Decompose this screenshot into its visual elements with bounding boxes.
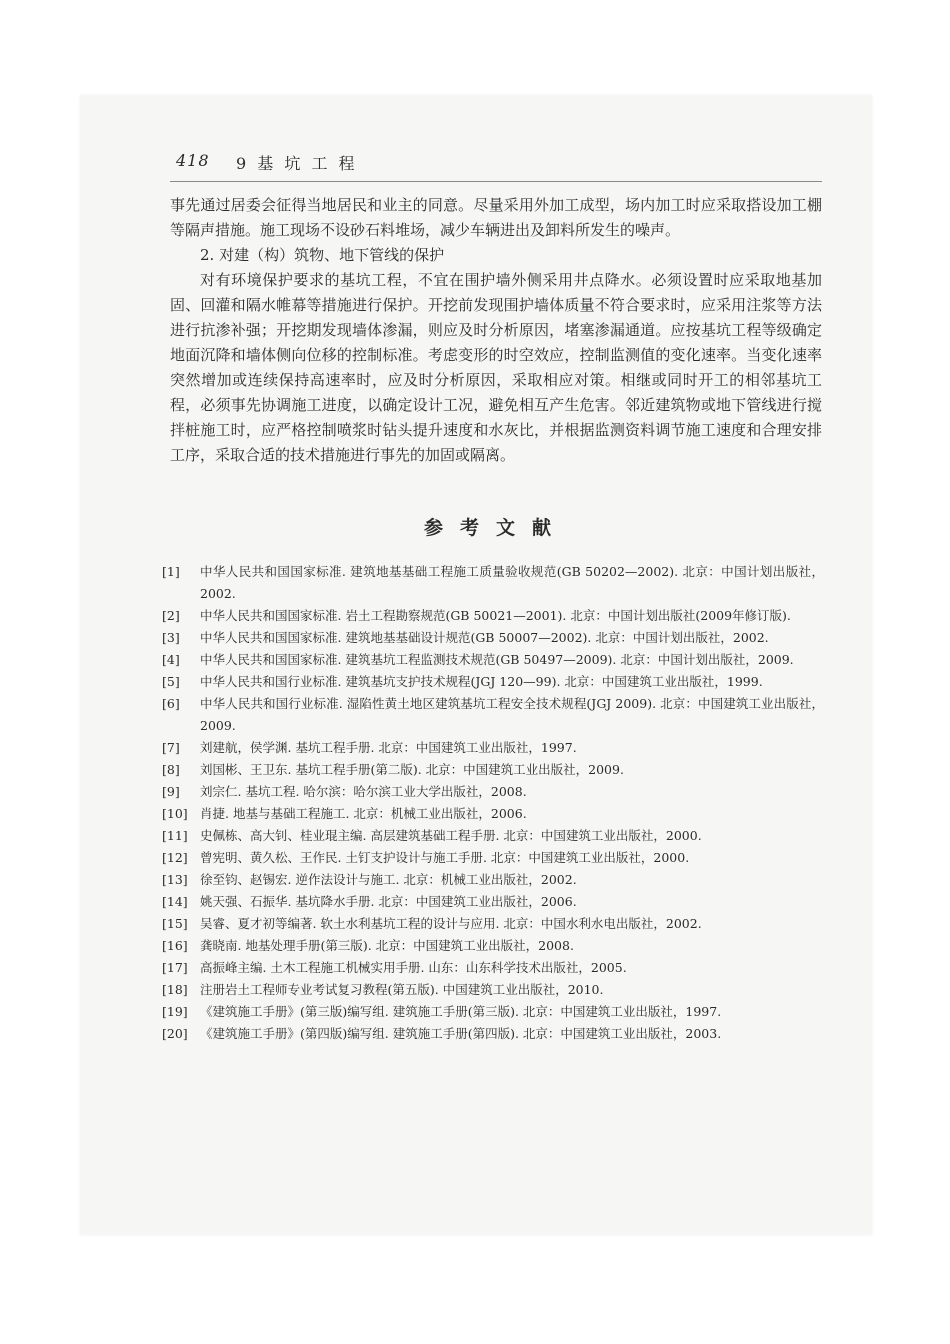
reference-number: [20] (162, 1026, 188, 1041)
reference-number: [2] (162, 608, 180, 623)
reference-text: 中华人民共和国行业标准. 建筑基坑支护技术规程(JGJ 120—99). 北京：中国建筑工业出版社，1999. (200, 674, 763, 689)
reference-text: 肖捷. 地基与基础工程施工. 北京：机械工业出版社，2006. (200, 806, 527, 821)
reference-text: 刘国彬、王卫东. 基坑工程手册(第二版). 北京：中国建筑工业出版社，2009. (200, 762, 624, 777)
reference-text: 《建筑施工手册》(第四版)编写组. 建筑施工手册(第四版). 北京：中国建筑工业出版社，2003. (200, 1026, 722, 1041)
reference-text: 刘建航，侯学渊. 基坑工程手册. 北京：中国建筑工业出版社，1997. (200, 740, 577, 755)
reference-number: [16] (162, 938, 188, 953)
reference-number: [11] (162, 828, 188, 843)
reference-number: [14] (162, 894, 188, 909)
reference-number: [5] (162, 674, 180, 689)
reference-text: 《建筑施工手册》(第三版)编写组. 建筑施工手册(第三版). 北京：中国建筑工业出版社，1997. (200, 1004, 722, 1019)
reference-item (162, 1001, 824, 1023)
reference-number: [3] (162, 630, 180, 645)
references-title: 参考文献 (423, 517, 568, 539)
reference-item (162, 561, 824, 605)
reference-item (162, 671, 824, 693)
page-number: 418 (176, 151, 210, 170)
reference-text: 中华人民共和国行业标准. 湿陷性黄土地区建筑基坑工程安全技术规程(JGJ 2009). 北京：中国建筑工业出版社，2009. (200, 696, 824, 733)
reference-number: [7] (162, 740, 180, 755)
reference-number: [9] (162, 784, 180, 799)
reference-text: 注册岩土工程师专业考试复习教程(第五版). 中国建筑工业出版社，2010. (200, 982, 604, 997)
section-heading: 2. 对建（构）筑物、地下管线的保护 (200, 246, 445, 264)
reference-number: [6] (162, 696, 180, 711)
reference-item (162, 869, 824, 891)
reference-text: 中华人民共和国国家标准. 建筑地基基础设计规范(GB 50007—2002). 北京：中国计划出版社，2002. (200, 630, 769, 645)
reference-number: [13] (162, 872, 188, 887)
reference-item (162, 781, 824, 803)
reference-item (162, 913, 824, 935)
reference-number: [15] (162, 916, 188, 931)
reference-number: [19] (162, 1004, 188, 1019)
reference-text: 高振峰主编. 土木工程施工机械实用手册. 山东：山东科学技术出版社，2005. (200, 960, 627, 975)
reference-text: 中华人民共和国国家标准. 建筑地基基础工程施工质量验收规范(GB 50202—2002). 北京：中国计划出版社，2002. (200, 564, 824, 601)
reference-number: [4] (162, 652, 180, 667)
reference-item (162, 605, 824, 627)
reference-number: [17] (162, 960, 188, 975)
reference-number: [1] (162, 564, 180, 579)
reference-item (162, 935, 824, 957)
reference-item (162, 693, 824, 737)
chapter-title: 9 基 坑 工 程 (236, 154, 358, 173)
reference-number: [12] (162, 850, 188, 865)
reference-item (162, 1023, 824, 1045)
reference-item (162, 803, 824, 825)
reference-item (162, 759, 824, 781)
reference-number: [18] (162, 982, 188, 997)
reference-text: 史佩栋、高大钊、桂业琨主编. 高层建筑基础工程手册. 北京：中国建筑工业出版社，2000. (200, 828, 702, 843)
reference-list (162, 561, 824, 1045)
reference-item (162, 847, 824, 869)
reference-item (162, 737, 824, 759)
body-text (170, 193, 822, 468)
reference-number: [10] (162, 806, 188, 821)
reference-text: 徐至钧、赵锡宏. 逆作法设计与施工. 北京：机械工业出版社，2002. (200, 872, 577, 887)
paragraph-1: 事先通过居委会征得当地居民和业主的同意。尽量采用外加工成型，场内加工时应采取搭设加工棚等隔声措施。施工现场不设砂石料堆场，减少车辆进出及卸料所发生的噪声。 (170, 196, 822, 239)
paragraph-2: 对有环境保护要求的基坑工程，不宜在围护墙外侧采用井点降水。必须设置时应采取地基加固、回灌和隔水帷幕等措施进行保护。开挖前发现围护墙体质量不符合要求时，应采用注浆等方法进行抗渗补强；开挖期发现墙体渗漏，则应及时分析原因，堵塞渗漏通道。应按基坑工程等级确定地面沉降和墙体侧向位移的控制标准。考虑变形的时空效应，控制监测值的变化速率。当变化速率突然增加或连续保持高速率时，应及时分析原因，采取相应对策。相继或同时开工的相邻基坑工程，必须事先协调施工进度，以确定设计工况，避免相互产生危害。邻近建筑物或地下管线进行搅拌桩施工时，应严格控制喷浆时钻头提升速度和水灰比，并根据监测资料调节施工速度和合理安排工序，采取合适的技术措施进行事先的加固或隔离。 (170, 271, 822, 464)
reference-item (162, 957, 824, 979)
running-header (170, 151, 822, 182)
reference-text: 龚晓南. 地基处理手册(第三版). 北京：中国建筑工业出版社，2008. (200, 938, 574, 953)
reference-item (162, 979, 824, 1001)
reference-text: 中华人民共和国国家标准. 岩土工程勘察规范(GB 50021—2001). 北京：中国计划出版社(2009年修订版). (200, 608, 791, 623)
reference-item (162, 825, 824, 847)
reference-text: 姚天强、石振华. 基坑降水手册. 北京：中国建筑工业出版社，2006. (200, 894, 577, 909)
reference-number: [8] (162, 762, 180, 777)
reference-text: 中华人民共和国国家标准. 建筑基坑工程监测技术规范(GB 50497—2009). 北京：中国计划出版社，2009. (200, 652, 794, 667)
reference-text: 吴睿、夏才初等编著. 软土水利基坑工程的设计与应用. 北京：中国水利水电出版社，2002. (200, 916, 702, 931)
reference-item (162, 891, 824, 913)
reference-text: 刘宗仁. 基坑工程. 哈尔滨：哈尔滨工业大学出版社，2008. (200, 784, 527, 799)
reference-text: 曾宪明、黄久松、王作民. 土钉支护设计与施工手册. 北京：中国建筑工业出版社，2000. (200, 850, 690, 865)
reference-item (162, 649, 824, 671)
reference-item (162, 627, 824, 649)
